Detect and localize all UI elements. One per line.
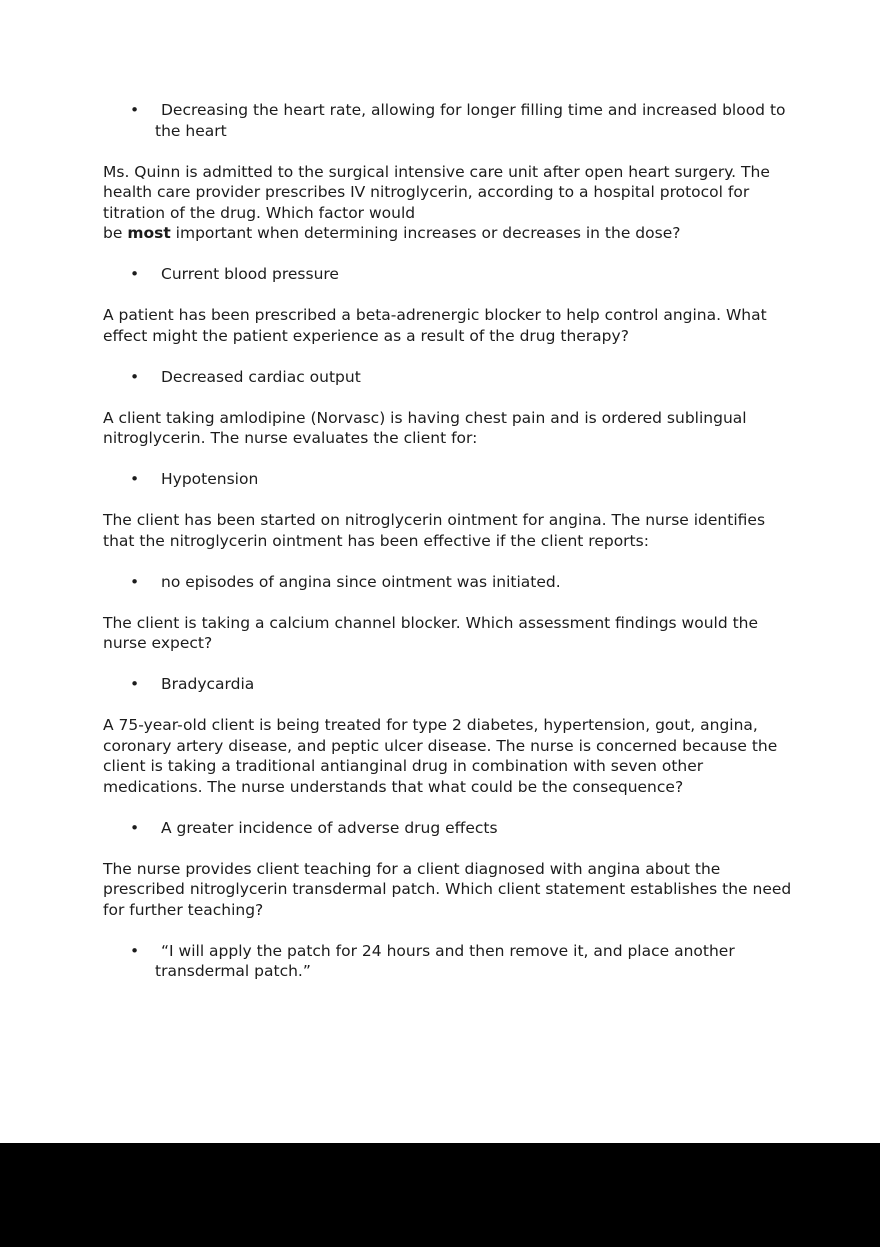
text-run: A greater incidence of adverse drug effects — [161, 818, 498, 837]
question-paragraph — [103, 408, 793, 449]
document-content — [103, 100, 793, 1002]
answer-bullet-item — [103, 367, 793, 388]
text-run: Bradycardia — [161, 675, 255, 693]
bullet-marker: • — [130, 470, 140, 488]
text-run: Decreased cardiac output — [161, 367, 361, 386]
answer-text — [161, 573, 561, 591]
bold-text-run: most — [127, 224, 171, 242]
question-paragraph — [103, 162, 793, 244]
question-paragraph — [103, 510, 793, 551]
text-run: A client taking amlodipine (Norvasc) is having chest pain and is ordered sublingual nitroglycerin. The nurse evaluates the client for: — [103, 408, 747, 447]
text-run: be — [103, 224, 128, 242]
question-paragraph — [103, 305, 793, 346]
answer-bullet-item — [103, 469, 793, 490]
answer-text — [161, 819, 498, 837]
bullet-marker: • — [130, 818, 140, 837]
bullet-marker: • — [130, 367, 140, 386]
text-run: A patient has been prescribed a beta-adrenergic blocker to help control angina. What effect might the patient experience as a result of the drug therapy? — [103, 306, 767, 345]
answer-text — [161, 675, 254, 693]
answer-text — [161, 265, 339, 283]
text-run: Decreasing the heart rate, allowing for longer filling time and increased blood to the heart — [155, 101, 786, 140]
text-run: “I will apply the patch for 24 hours and then remove it, and place another transdermal patch.” — [155, 941, 735, 980]
bullet-marker: • — [130, 675, 140, 693]
answer-bullet-item — [103, 100, 793, 141]
question-paragraph — [103, 715, 793, 797]
text-run: The client has been started on nitroglycerin ointment for angina. The nurse identifies that the nitroglycerin ointment has been effective if the client reports: — [103, 511, 766, 550]
bullet-marker: • — [130, 572, 140, 591]
answer-text — [155, 942, 735, 981]
question-paragraph — [103, 859, 793, 921]
text-run: Current blood pressure — [161, 265, 339, 283]
question-paragraph — [103, 613, 793, 654]
answer-text — [155, 101, 786, 140]
bullet-marker: • — [130, 265, 140, 283]
answer-bullet-item — [103, 941, 793, 982]
answer-bullet-item — [103, 818, 793, 839]
text-run: The client is taking a calcium channel blocker. Which assessment findings would the nurse expect? — [103, 613, 759, 652]
bullet-marker: • — [130, 941, 140, 960]
answer-bullet-item — [103, 674, 793, 695]
text-run: Ms. Quinn is admitted to the surgical intensive care unit after open heart surgery. The health care provider prescribes IV nitroglycerin, according to a hospital protocol for titration of the drug. Which factor would — [103, 162, 770, 222]
text-run: Hypotension — [161, 470, 259, 488]
text-run: important when determining increases or decreases in the dose? — [170, 224, 681, 242]
answer-text — [161, 470, 258, 488]
text-run: The nurse provides client teaching for a client diagnosed with angina about the prescribed nitroglycerin transdermal patch. Which client statement establishes the need for further teaching? — [103, 859, 792, 919]
answer-bullet-item — [103, 264, 793, 285]
answer-bullet-item — [103, 572, 793, 593]
text-run: no episodes of angina since ointment was initiated. — [161, 572, 561, 591]
text-run: A 75-year-old client is being treated for type 2 diabetes, hypertension, gout, angina, coronary artery disease, and peptic ulcer disease. The nurse is concerned because the client is taking a traditional antianginal drug in combination with seven other medications. The nurse understands that what could be the consequence? — [103, 716, 778, 796]
answer-text — [161, 368, 361, 386]
bottom-black-bar — [0, 1143, 880, 1247]
bullet-marker: • — [130, 101, 140, 119]
